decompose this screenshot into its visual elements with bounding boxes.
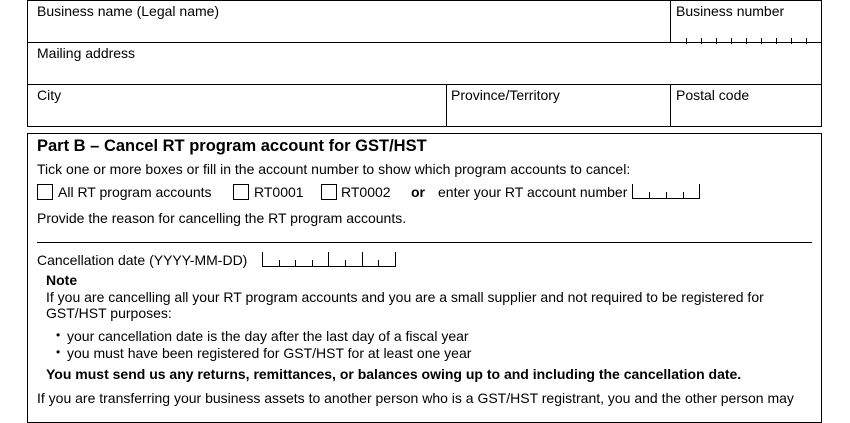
business-number-comb bbox=[686, 30, 807, 44]
part-b-title: Part B – Cancel RT program account for GST/HST bbox=[37, 137, 427, 155]
transfer-text: If you are transferring your business assets to another person who is a GST/HST registrant, you and the other person may bbox=[37, 390, 794, 406]
city-field[interactable] bbox=[28, 85, 446, 126]
all-rt-accounts-label: All RT program accounts bbox=[58, 184, 212, 200]
rt0002-checkbox[interactable] bbox=[321, 184, 337, 200]
rt0002-label: RT0002 bbox=[341, 184, 391, 200]
note-heading: Note bbox=[46, 272, 78, 288]
province-label: Province/Territory bbox=[451, 87, 560, 103]
or-text: or bbox=[411, 184, 425, 200]
rt-account-number-field[interactable] bbox=[632, 185, 700, 199]
reason-line bbox=[37, 242, 812, 243]
bullet-marker: • bbox=[56, 328, 61, 342]
reason-field[interactable] bbox=[37, 228, 812, 242]
cancellation-date-label: Cancellation date (YYYY-MM-DD) bbox=[37, 252, 248, 268]
rt0001-label: RT0001 bbox=[254, 184, 304, 200]
reason-label: Provide the reason for cancelling the RT program accounts. bbox=[37, 210, 407, 226]
enter-account-label: enter your RT account number bbox=[438, 184, 628, 200]
note-text-line2: GST/HST purposes: bbox=[46, 305, 172, 321]
bullet-marker: • bbox=[56, 345, 61, 359]
business-number-label: Business number bbox=[676, 3, 785, 19]
mailing-address-field[interactable] bbox=[28, 43, 821, 84]
cancellation-date-field[interactable] bbox=[262, 253, 396, 267]
note-text-line1: If you are cancelling all your RT program accounts and you are a small supplier and not required to be registered for bbox=[46, 289, 764, 305]
business-name-label: Business name (Legal name) bbox=[37, 3, 220, 19]
postal-code-label: Postal code bbox=[676, 87, 750, 103]
all-rt-accounts-checkbox[interactable] bbox=[37, 184, 53, 200]
rt0001-checkbox[interactable] bbox=[233, 184, 249, 200]
part-b-instruction: Tick one or more boxes or fill in the account number to show which program accounts to cancel: bbox=[37, 161, 631, 177]
bullet-item-2: you must have been registered for GST/HST for at least one year bbox=[67, 345, 472, 361]
city-label: City bbox=[37, 87, 62, 103]
mailing-address-label: Mailing address bbox=[37, 45, 136, 61]
must-send-notice: You must send us any returns, remittances, or balances owing up to and including the cancellation date. bbox=[46, 366, 742, 382]
bullet-item-1: your cancellation date is the day after the last day of a fiscal year bbox=[67, 328, 469, 344]
